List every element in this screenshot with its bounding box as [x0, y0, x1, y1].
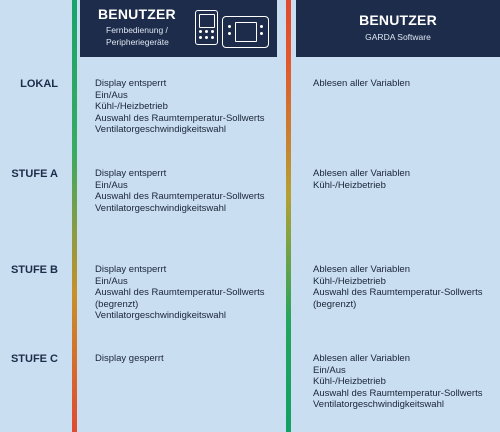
list-item: Auswahl des Raumtemperatur-Sollwerts: [313, 287, 483, 298]
column-header-title: BENUTZER: [98, 6, 176, 22]
row-label-stufe-b: STUFE B: [10, 264, 58, 276]
list-item: Ventilatorgeschwindigkeitswahl: [95, 310, 226, 321]
list-item: Kühl-/Heizbetrieb: [313, 179, 386, 191]
list-item: Auswahl des Raumtemperatur-Sollwerts: [95, 112, 265, 124]
permissions-list-lokal-software: [313, 78, 498, 90]
row-label-stufe-a: STUFE A: [11, 168, 58, 180]
list-item: Auswahl des Raumtemperatur-Sollwerts: [313, 387, 483, 399]
permissions-list-stufe-c-remote: [95, 353, 275, 365]
list-item: (begrenzt): [95, 298, 139, 310]
list-item: (begrenzt): [313, 298, 357, 310]
permissions-list-lokal-remote: [95, 78, 275, 136]
permissions-list-stufe-b-software: [313, 264, 498, 310]
column-header-subtitle: GARDA Software: [365, 32, 431, 42]
wall-panel-icon: [222, 16, 269, 48]
permissions-list-stufe-a-remote: [95, 168, 275, 214]
right-column-gradient-bar: [286, 0, 291, 432]
list-item: Display gesperrt: [95, 353, 164, 364]
permissions-list-stufe-c-software: [313, 353, 498, 411]
column-header-remote: [80, 0, 277, 57]
list-item: Auswahl des Raumtemperatur-Sollwerts: [95, 191, 265, 202]
list-item: Ablesen aller Variablen: [313, 353, 410, 364]
list-item: Display entsperrt: [95, 168, 167, 179]
list-item: Kühl-/Heizbetrieb: [95, 101, 168, 112]
list-item: Kühl-/Heizbetrieb: [313, 376, 386, 387]
list-item: Kühl-/Heizbetrieb: [313, 275, 386, 287]
list-item: Ein/Aus: [95, 275, 128, 287]
list-item: Display entsperrt: [95, 264, 167, 275]
remote-control-icon: [195, 10, 218, 45]
list-item: Ventilatorgeschwindigkeitswahl: [95, 202, 226, 214]
list-item: Ablesen aller Variablen: [313, 264, 410, 275]
permissions-list-stufe-a-software: [313, 168, 498, 191]
list-item: Ablesen aller Variablen: [313, 78, 410, 89]
left-column-gradient-bar: [72, 0, 77, 432]
column-header-software: [296, 0, 500, 57]
list-item: Ablesen aller Variablen: [313, 168, 410, 179]
list-item: Ventilatorgeschwindigkeitswahl: [313, 399, 444, 410]
list-item: Ein/Aus: [95, 89, 128, 101]
column-header-title: BENUTZER: [359, 12, 437, 28]
row-label-lokal: LOKAL: [20, 78, 58, 90]
list-item: Display entsperrt: [95, 78, 167, 89]
row-label-stufe-c: STUFE C: [10, 353, 58, 365]
list-item: Auswahl des Raumtemperatur-Sollwerts: [95, 287, 265, 298]
column-header-subtitle: Fernbedienung / Peripheriegeräte: [106, 25, 169, 47]
list-item: Ein/Aus: [95, 179, 128, 191]
permissions-list-stufe-b-remote: [95, 264, 275, 322]
list-item: Ein/Aus: [313, 364, 346, 376]
list-item: Ventilatorgeschwindigkeitswahl: [95, 124, 226, 135]
